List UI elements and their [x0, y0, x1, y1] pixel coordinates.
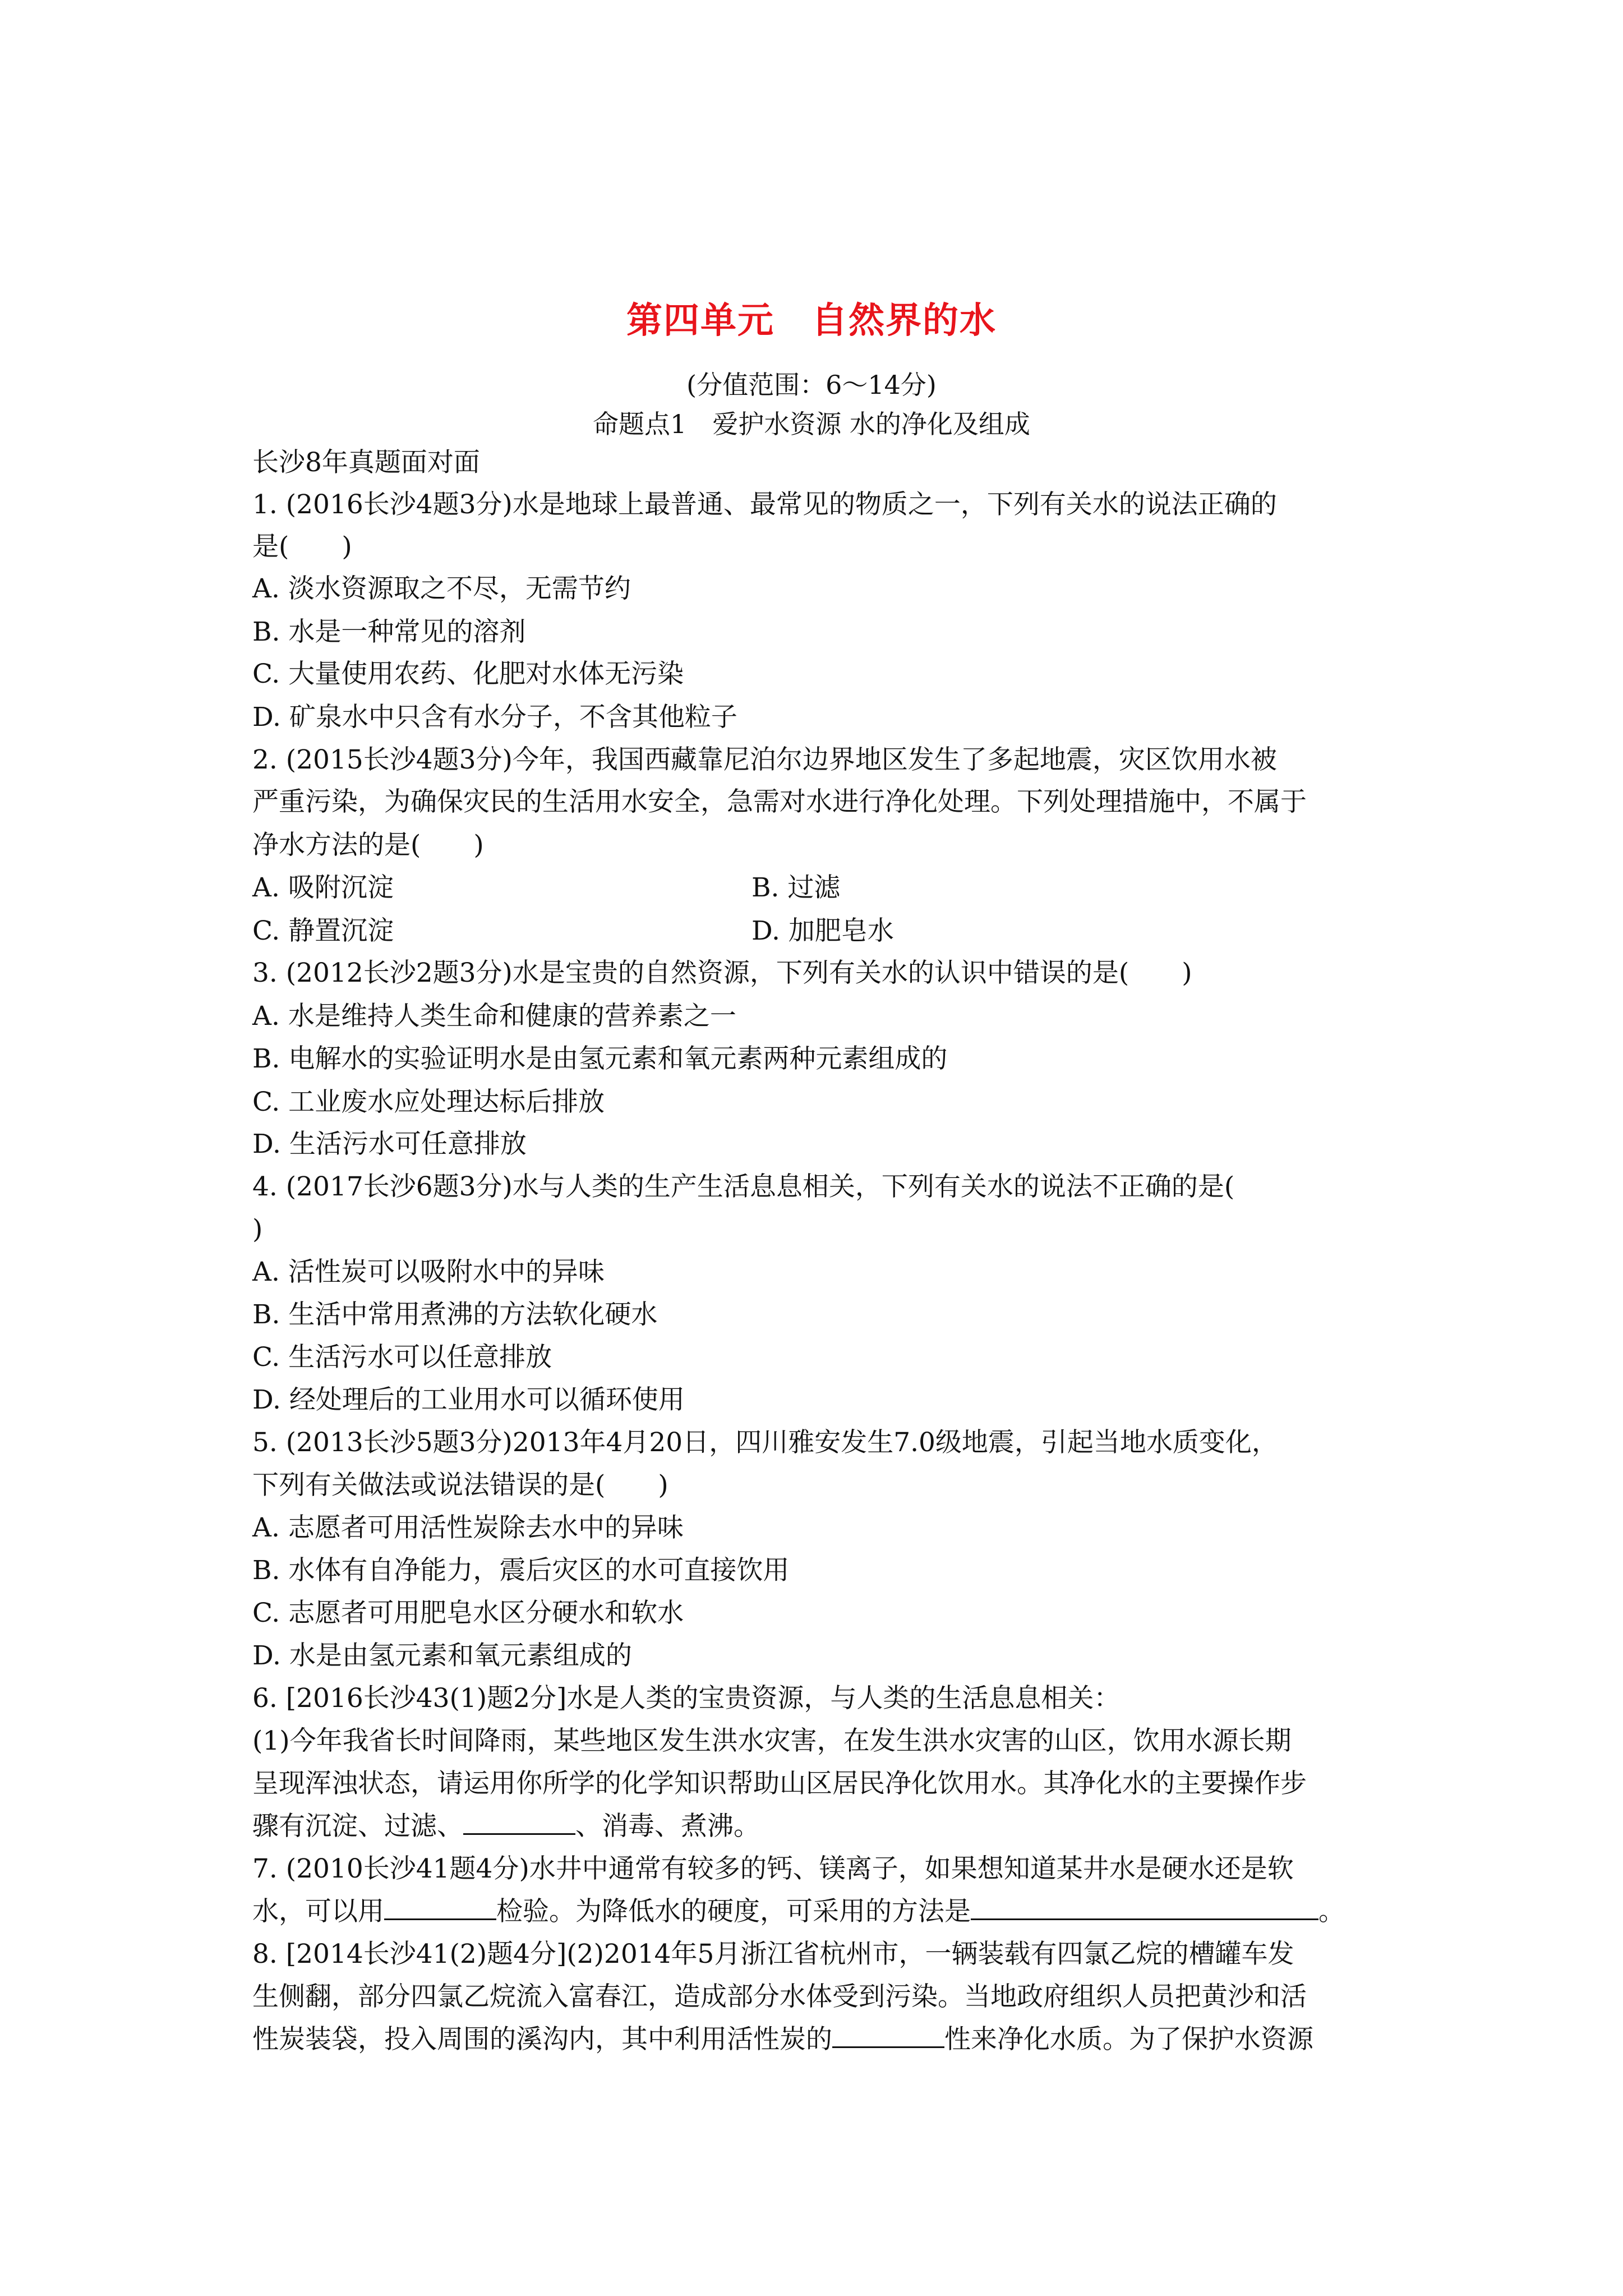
- q6-text-a: 骤有沉淀、过滤、: [252, 1811, 463, 1842]
- q8-stem-line2: 生侧翻，部分四氯乙烷流入富春江，造成部分水体受到污染。当地政府组织人员把黄沙和活: [252, 1981, 1307, 2012]
- q3-option-d: D. 生活污水可任意排放: [252, 1129, 527, 1159]
- q1-option-c: C. 大量使用农药、化肥对水体无污染: [252, 659, 684, 689]
- q5-stem-line1: 5. (2013长沙5题3分)2013年4月20日，四川雅安发生7.0级地震，引起当地水质变化，: [252, 1427, 1278, 1458]
- q7-answer-blank-1[interactable]: [384, 1896, 496, 1920]
- q2-option-d: D. 加肥皂水: [751, 915, 894, 946]
- q3-option-b: B. 电解水的实验证明水是由氢元素和氧元素两种元素组成的: [252, 1043, 948, 1074]
- q4-stem-line1: 4. (2017长沙6题3分)水与人类的生产生活息息相关，下列有关水的说法不正确的是(: [252, 1171, 1235, 1202]
- q6-text-b: 、消毒、煮沸。: [575, 1811, 760, 1842]
- q8-stem-line1: 8. [2014长沙41(2)题4分](2)2014年5月浙江省杭州市，一辆装载有四氯乙烷的槽罐车发: [252, 1939, 1294, 1970]
- q8-text-a: 性炭装袋，投入周围的溪沟内，其中利用活性炭的: [252, 2024, 832, 2055]
- q4-option-b: B. 生活中常用煮沸的方法软化硬水: [252, 1299, 658, 1330]
- q5-option-b: B. 水体有自净能力，震后灾区的水可直接饮用: [252, 1555, 790, 1586]
- q5-stem-line2: 下列有关做法或说法错误的是( ): [252, 1470, 668, 1501]
- q7-text-b: 检验。为降低水的硬度，可采用的方法是: [496, 1896, 971, 1927]
- q8-text-b: 性来净化水质。为了保护水资源: [944, 2024, 1313, 2055]
- q6-stem-line4: [252, 1810, 760, 1843]
- q7-text-a: 水，可以用: [252, 1896, 384, 1927]
- q7-stem-line2: [252, 1895, 1345, 1929]
- q3-option-a: A. 水是维持人类生命和健康的营养素之一: [252, 1001, 736, 1032]
- q4-option-a: A. 活性炭可以吸附水中的异味: [252, 1257, 605, 1287]
- q2-option-a: A. 吸附沉淀: [252, 872, 394, 903]
- q4-option-c: C. 生活污水可以任意排放: [252, 1342, 552, 1373]
- q1-option-b: B. 水是一种常见的溶剂: [252, 616, 526, 647]
- q6-stem-line1: 6. [2016长沙43(1)题2分]水是人类的宝贵资源，与人类的生活息息相关：: [252, 1683, 1121, 1714]
- q4-option-d: D. 经处理后的工业用水可以循环使用: [252, 1384, 685, 1415]
- q7-answer-blank-2[interactable]: [971, 1896, 1318, 1920]
- score-range: (分值范围：6～14分): [686, 370, 937, 400]
- q8-stem-line3: [252, 2023, 1313, 2056]
- q8-answer-blank[interactable]: [832, 2024, 944, 2048]
- q7-stem-line1: 7. (2010长沙41题4分)水井中通常有较多的钙、镁离子，如果想知道某井水是硬水还是软: [252, 1853, 1294, 1884]
- q6-answer-blank[interactable]: [463, 1811, 575, 1835]
- q2-stem-line2: 严重污染，为确保灾民的生活用水安全，急需对水进行净化处理。下列处理措施中，不属于: [252, 786, 1307, 817]
- q1-option-a: A. 淡水资源取之不尽，无需节约: [252, 573, 631, 604]
- q7-text-c: 。: [1318, 1896, 1345, 1927]
- q3-stem-line1: 3. (2012长沙2题3分)水是宝贵的自然资源，下列有关水的认识中错误的是( ): [252, 958, 1192, 988]
- q6-stem-line3: 呈现浑浊状态，请运用你所学的化学知识帮助山区居民净化饮用水。其净化水的主要操作步: [252, 1768, 1307, 1799]
- q4-stem-line2: ): [252, 1214, 263, 1245]
- q2-stem-line3: 净水方法的是( ): [252, 830, 484, 861]
- q5-option-c: C. 志愿者可用肥皂水区分硬水和软水: [252, 1598, 684, 1628]
- q2-option-b: B. 过滤: [751, 872, 841, 903]
- q5-option-a: A. 志愿者可用活性炭除去水中的异味: [252, 1512, 684, 1543]
- q5-option-d: D. 水是由氢元素和氧元素组成的: [252, 1640, 632, 1671]
- q2-option-c: C. 静置沉淀: [252, 915, 394, 946]
- topic-heading: 命题点1 爱护水资源 水的净化及组成: [593, 409, 1030, 439]
- q1-stem-line1: 1. (2016长沙4题3分)水是地球上最普通、最常见的物质之一，下列有关水的说法正确的: [252, 489, 1277, 520]
- q2-stem-line1: 2. (2015长沙4题3分)今年，我国西藏靠尼泊尔边界地区发生了多起地震，灾区饮用水被: [252, 744, 1277, 775]
- q1-stem-line2: 是( ): [252, 531, 352, 562]
- q3-option-c: C. 工业废水应处理达标后排放: [252, 1087, 605, 1117]
- document-title: 第四单元 自然界的水: [626, 300, 997, 342]
- section-heading: 长沙8年真题面对面: [252, 447, 480, 478]
- q1-option-d: D. 矿泉水中只含有水分子，不含其他粒子: [252, 702, 737, 733]
- q6-stem-line2: (1)今年我省长时间降雨，某些地区发生洪水灾害，在发生洪水灾害的山区，饮用水源长期: [252, 1726, 1292, 1756]
